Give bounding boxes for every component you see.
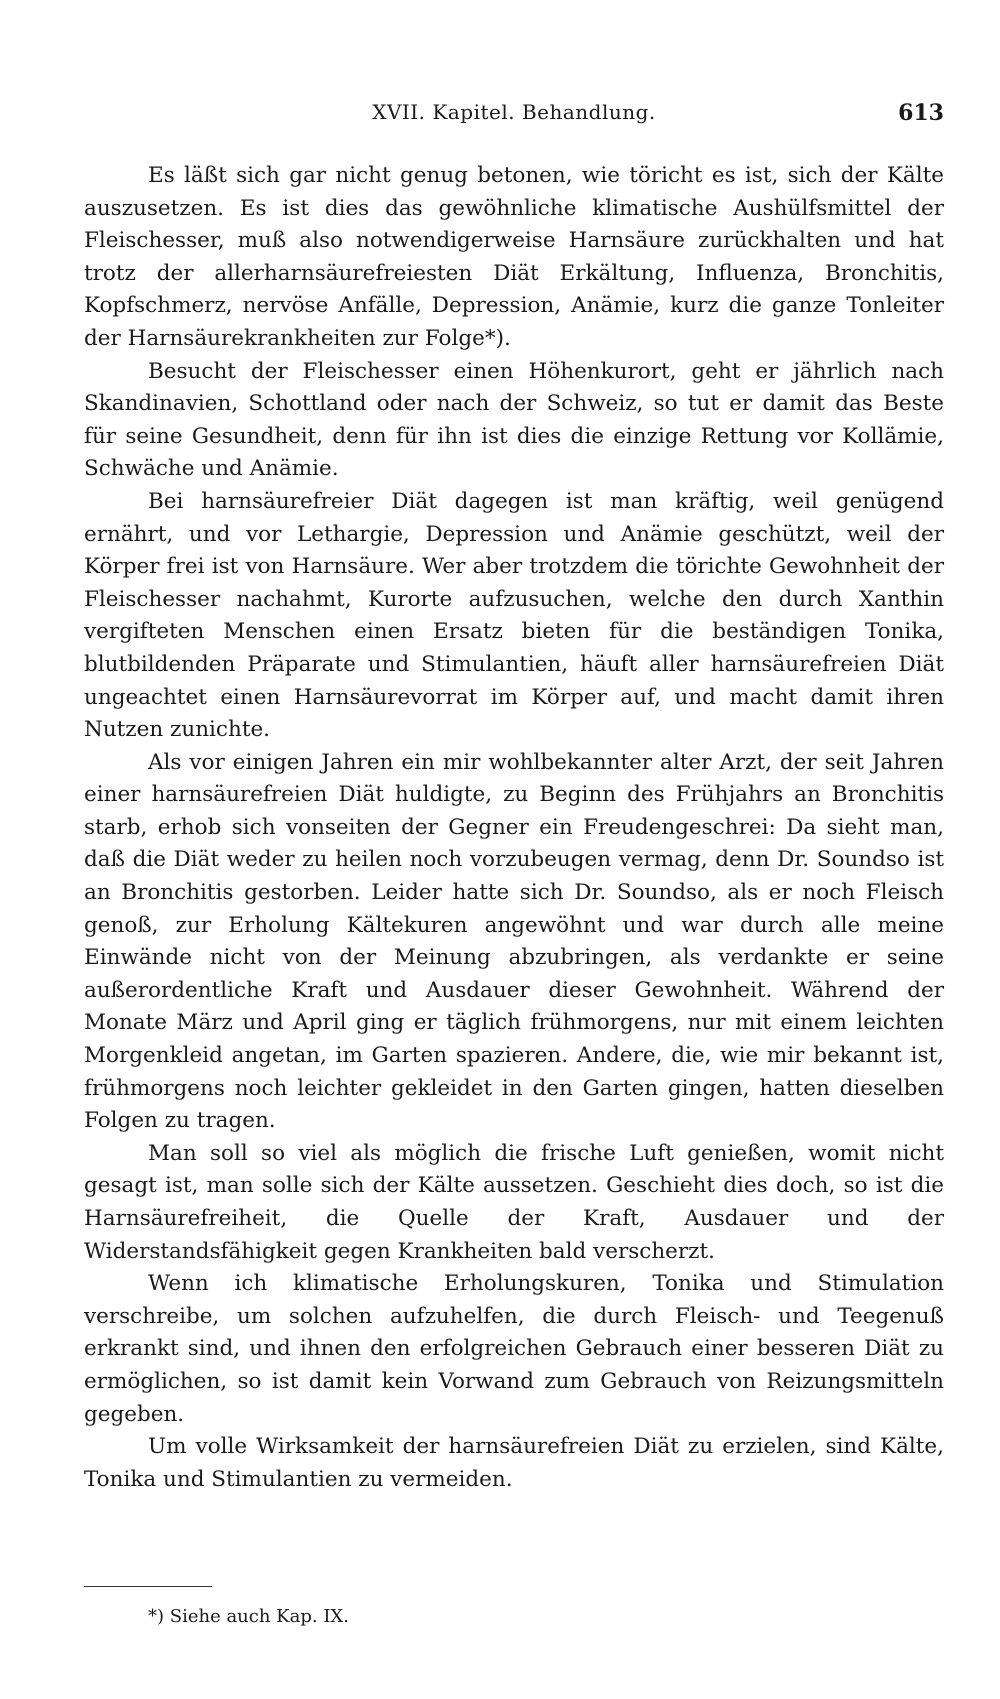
chapter-title: XVII. Kapitel. Behandlung. (372, 100, 656, 124)
page-number: 613 (898, 100, 944, 126)
paragraph: Um volle Wirksamkeit der harnsäurefreien Diät zu erzielen, sind Kälte, Tonika und Stimulantien zu vermeiden. (84, 1434, 944, 1492)
footnote: *) Siehe auch Kap. IX. (148, 1606, 349, 1627)
paragraph: Man soll so viel als möglich die frische Luft genießen, womit nicht gesagt ist, man solle sich der Kälte aussetzen. Geschieht dies doch, so ist die Harnsäurefreiheit, die Quelle der Kraft, Ausdauer und der Widerstandsfähigkeit gegen Krankheiten bald verscherzt. (84, 1140, 944, 1264)
footnote-divider (84, 1586, 212, 1587)
paragraph: Bei harnsäurefreier Diät dagegen ist man kräftig, weil genügend ernährt, und vor Lethargie, Depression und Anämie geschützt, weil der Körper frei ist von Harnsäure. Wer aber trotzdem die törichte Gewohnheit der Fleischesser nachahmt, Kurorte aufzusuchen, welche den durch Xanthin vergifteten Menschen einen Ersatz bieten für die beständigen Tonika, blutbildenden Präparate und Stimulantien, häuft aller harnsäurefreien Diät ungeachtet einen Harnsäurevorrat im Körper auf, und macht damit ihren Nutzen zunichte. (84, 488, 944, 743)
running-header (84, 100, 944, 130)
paragraph: Wenn ich klimatische Erholungskuren, Tonika und Stimulation verschreibe, um solchen aufzuhelfen, die durch Fleisch- und Teegenuß erkrankt sind, und ihnen den erfolgreichen Gebrauch einer besseren Diät zu ermöglichen, so ist damit kein Vorwand zum Gebrauch von Reizungsmitteln gegeben. (84, 1271, 944, 1427)
paragraph: Besucht der Fleischesser einen Höhenkurort, geht er jährlich nach Skandinavien, Schottland oder nach der Schweiz, so tut er damit das Beste für seine Gesundheit, denn für ihn ist dies die einzige Rettung vor Kollämie, Schwäche und Anämie. (84, 358, 944, 482)
paragraph: Es läßt sich gar nicht genug betonen, wie töricht es ist, sich der Kälte auszusetzen. Es ist dies das gewöhnliche klimatische Aushülfsmittel der Fleischesser, muß also notwendigerweise Harnsäure zurückhalten und hat trotz der allerharnsäurefreiesten Diät Erkältung, Influenza, Bronchitis, Kopfschmerz, nervöse Anfälle, Depression, Anämie, kurz die ganze Tonleiter der Harnsäurekrankheiten zur Folge*). (84, 163, 944, 351)
paragraph: Als vor einigen Jahren ein mir wohlbekannter alter Arzt, der seit Jahren einer harnsäurefreien Diät huldigte, zu Beginn des Frühjahrs an Bronchitis starb, erhob sich vonseiten der Gegner ein Freudengeschrei: Da sieht man, daß die Diät weder zu heilen noch vorzubeugen vermag, denn Dr. Soundso ist an Bronchitis gestorben. Leider hatte sich Dr. Soundso, als er noch Fleisch genoß, zur Erholung Kältekuren angewöhnt und war durch alle meine Einwände nicht von der Meinung abzubringen, als verdankte er seine außerordentliche Kraft und Ausdauer dieser Gewohnheit. Während der Monate März und April ging er täglich frühmorgens, nur mit einem leichten Morgenkleid angetan, im Garten spazieren. Andere, die, wie mir bekannt ist, frühmorgens noch leichter gekleidet in den Garten gingen, hatten dieselben Folgen zu tragen. (84, 749, 944, 1134)
body-text (84, 160, 944, 1496)
